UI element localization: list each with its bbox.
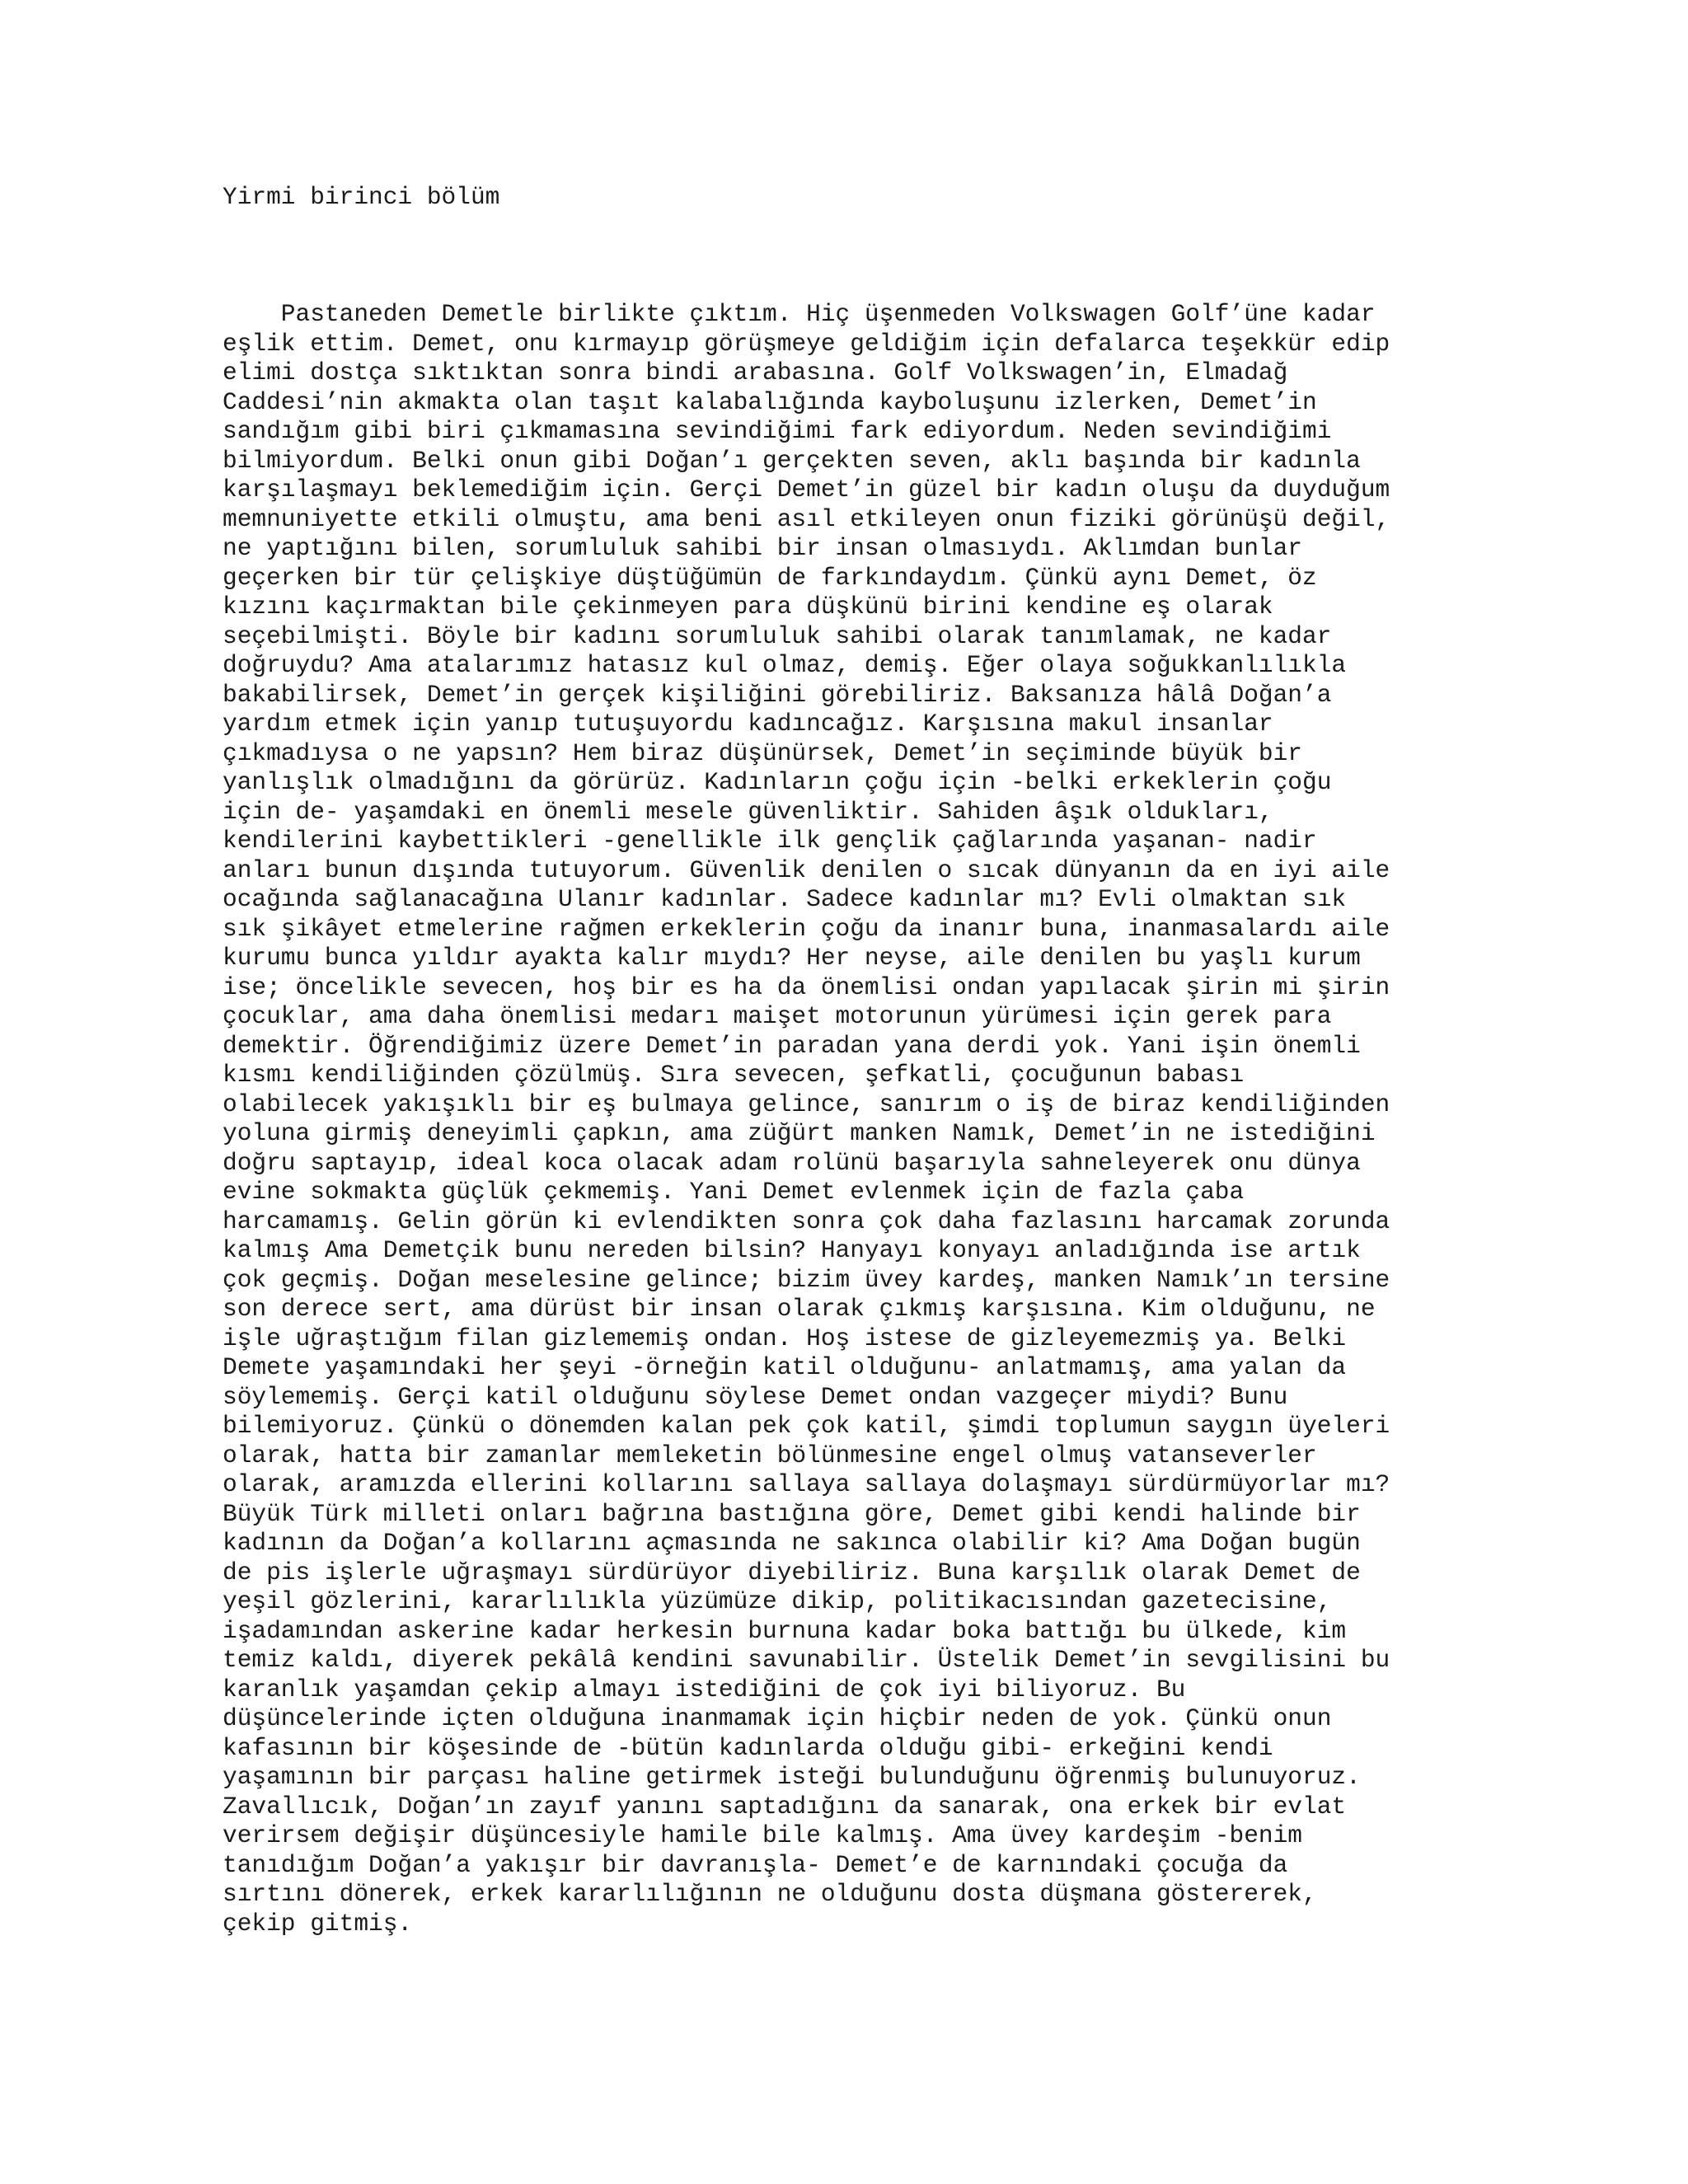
text-line: düşüncelerinde içten olduğuna inanmamak için hiçbir neden de yok. Çünkü onun — [223, 1704, 1332, 1732]
text-line: sık şikâyet etmelerine rağmen erkeklerin çoğu da inanır buna, inanmasalardı aile — [223, 914, 1390, 943]
text-line: bilmiyordum. Belki onun gibi Doğan’ı gerçekten seven, aklı başında bir kadınla — [223, 446, 1361, 475]
text-line: sırtını dönerek, erkek kararlılığının ne olduğunu dosta düşmana göstererek, — [223, 1880, 1317, 1908]
text-line: bilemiyoruz. Çünkü o dönemden kalan pek çok katil, şimdi toplumun saygın üyeleri — [223, 1412, 1390, 1440]
text-line: çok geçmiş. Doğan meselesine gelince; bizim üvey kardeş, manken Namık’ın tersine — [223, 1265, 1390, 1294]
text-line: yaşamının bir parçası haline getirmek isteği bulunduğunu öğrenmiş bulunuyoruz. — [223, 1763, 1361, 1791]
text-line: ise; öncelikle sevecen, hoş bir es ha da önemlisi ondan yapılacak şirin mi şirin — [223, 972, 1390, 1001]
text-line: yeşil gözlerini, kararlılıkla yüzümüze dikip, politikacısından gazetecisine, — [223, 1587, 1332, 1615]
text-line: elimi dostça sıktıktan sonra bindi arabasına. Golf Volkswagen’in, Elmadağ — [223, 359, 1288, 387]
text-line: söylememiş. Gerçi katil olduğunu söylese Demet ondan vazgeçer miydi? Bunu — [223, 1382, 1288, 1411]
text-line: olarak, hatta bir zamanlar memleketin bölünmesine engel olmuş vatanseverler — [223, 1441, 1317, 1469]
text-line: sandığım gibi biri çıkmamasına sevindiğimi fark ediyordum. Neden sevindiğimi — [223, 417, 1332, 445]
text-line: de pis işlerle uğraşmayı sürdürüyor diyebiliriz. Buna karşılık olarak Demet de — [223, 1558, 1361, 1586]
text-line: kafasının bir köşesinde de -bütün kadınlarda olduğu gibi- erkeğini kendi — [223, 1733, 1273, 1762]
text-line: yanlışlık olmadığını da görürüz. Kadınların çoğu için -belki erkeklerin çoğu — [223, 768, 1332, 796]
text-line: Zavallıcık, Doğan’ın zayıf yanını saptadığını da sanarak, ona erkek bir evlat — [223, 1792, 1347, 1821]
text-line: kadının da Doğan’a kollarını açmasında ne sakınca olabilir ki? Ama Doğan bugün — [223, 1529, 1361, 1557]
text-line: çekip gitmiş. — [223, 1909, 413, 1938]
text-line: kurumu bunca yıldır ayakta kalır mıydı? Her neyse, aile denilen bu yaşlı kurum — [223, 944, 1361, 972]
text-line: çocuklar, ama daha önemlisi medarı maişet motorunun yürümesi için gerek para — [223, 1002, 1332, 1030]
text-line: bakabilirsek, Demet’in gerçek kişiliğini görebiliriz. Baksanıza hâlâ Doğan’a — [223, 680, 1332, 709]
text-line: karşılaşmayı beklemediğim için. Gerçi Demet’in güzel bir kadın oluşu da duyduğum — [223, 476, 1390, 504]
text-line: geçerken bir tür çelişkiye düştüğümün de farkındaydım. Çünkü aynı Demet, öz — [223, 563, 1317, 592]
text-line: Pastaneden Demetle birlikte çıktım. Hiç üşenmeden Volkswagen Golf’üne kadar — [223, 300, 1376, 328]
body-paragraph — [223, 300, 1492, 1938]
chapter-title: Yirmi birinci bölüm — [223, 183, 500, 211]
text-line: kalmış Ama Demetçik bunu nereden bilsin? Hanyayı konyayı anladığında ise artık — [223, 1236, 1361, 1264]
text-line: ne yaptığını bilen, sorumluluk sahibi bir insan olmasıydı. Aklımdan bunlar — [223, 534, 1303, 562]
text-line: demektir. Öğrendiğimiz üzere Demet’in paradan yana derdi yok. Yani işin önemli — [223, 1031, 1361, 1060]
text-line: harcamamış. Gelin görün ki evlendikten sonra çok daha fazlasını harcamak zorunda — [223, 1207, 1390, 1235]
text-line: Caddesi’nin akmakta olan taşıt kalabalığında kayboluşunu izlerken, Demet’in — [223, 387, 1317, 416]
text-line: evine sokmakta güçlük çekmemiş. Yani Demet evlenmek için de fazla çaba — [223, 1178, 1245, 1206]
text-line: doğruydu? Ama atalarımız hatasız kul olmaz, demiş. Eğer olaya soğukkanlılıkla — [223, 651, 1347, 679]
text-line: çıkmadıysa o ne yapsın? Hem biraz düşünürsek, Demet’in seçiminde büyük bir — [223, 738, 1303, 767]
text-line: yardım etmek için yanıp tutuşuyordu kadıncağız. Karşısına makul insanlar — [223, 710, 1273, 738]
text-line: kendilerini kaybettikleri -genellikle ilk gençlik çağlarında yaşanan- nadir — [223, 827, 1317, 855]
text-line: olarak, aramızda ellerini kollarını sallaya sallaya dolaşmayı sürdürmüyorlar mı? — [223, 1470, 1390, 1498]
text-line: işle uğraştığım filan gizlememiş ondan. Hoş istese de gizleyemezmiş ya. Belki — [223, 1324, 1347, 1352]
text-line: doğru saptayıp, ideal koca olacak adam rolünü başarıyla sahneleyerek onu dünya — [223, 1148, 1361, 1177]
text-line: Demete yaşamındaki her şeyi -örneğin katil olduğunu- anlatmamış, ama yalan da — [223, 1353, 1347, 1381]
text-line: kızını kaçırmaktan bile çekinmeyen para düşkünü birini kendine eş olarak — [223, 593, 1273, 621]
text-line: işadamından askerine kadar herkesin burnuna kadar boka battığı bu ülkede, kim — [223, 1616, 1347, 1645]
text-line: kısmı kendiliğinden çözülmüş. Sıra sevecen, şefkatli, çocuğunun babası — [223, 1061, 1245, 1089]
text-line: seçebilmişti. Böyle bir kadını sorumluluk sahibi olarak tanımlamak, ne kadar — [223, 621, 1332, 650]
text-line: ocağında sağlanacağına Ulanır kadınlar. Sadece kadınlar mı? Evli olmaktan sık — [223, 885, 1347, 913]
text-line: memnuniyette etkili olmuştu, ama beni asıl etkileyen onun fiziki görünüşü değil, — [223, 504, 1390, 533]
text-line: yoluna girmiş deneyimli çapkın, ama züğürt manken Namık, Demet’in ne istediğini — [223, 1119, 1376, 1147]
text-line: anları bunun dışında tutuyorum. Güvenlik denilen o sıcak dünyanın da en iyi aile — [223, 855, 1390, 884]
text-line: tanıdığım Doğan’a yakışır bir davranışla- Demet’e de karnındaki çocuğa da — [223, 1850, 1288, 1879]
text-line: Büyük Türk milleti onları bağrına bastığına göre, Demet gibi kendi halinde bir — [223, 1499, 1361, 1528]
text-line: olabilecek yakışıklı bir eş bulmaya gelince, sanırım o iş de biraz kendiliğinden — [223, 1090, 1390, 1118]
text-line: karanlık yaşamdan çekip almayı istediğini de çok iyi biliyoruz. Bu — [223, 1675, 1186, 1704]
text-line: için de- yaşamdaki en önemli mesele güvenliktir. Sahiden âşık oldukları, — [223, 797, 1273, 826]
text-line: verirsem değişir düşüncesiyle hamile bile kalmış. Ama üvey kardeşim -benim — [223, 1821, 1303, 1849]
text-line: temiz kaldı, diyerek pekâlâ kendini savunabilir. Üstelik Demet’in sevgilisini bu — [223, 1646, 1390, 1674]
text-line: eşlik ettim. Demet, onu kırmayıp görüşmeye geldiğim için defalarca teşekkür edip — [223, 329, 1390, 358]
text-line: son derece sert, ama dürüst bir insan olarak çıkmış karşısına. Kim olduğunu, ne — [223, 1295, 1376, 1323]
